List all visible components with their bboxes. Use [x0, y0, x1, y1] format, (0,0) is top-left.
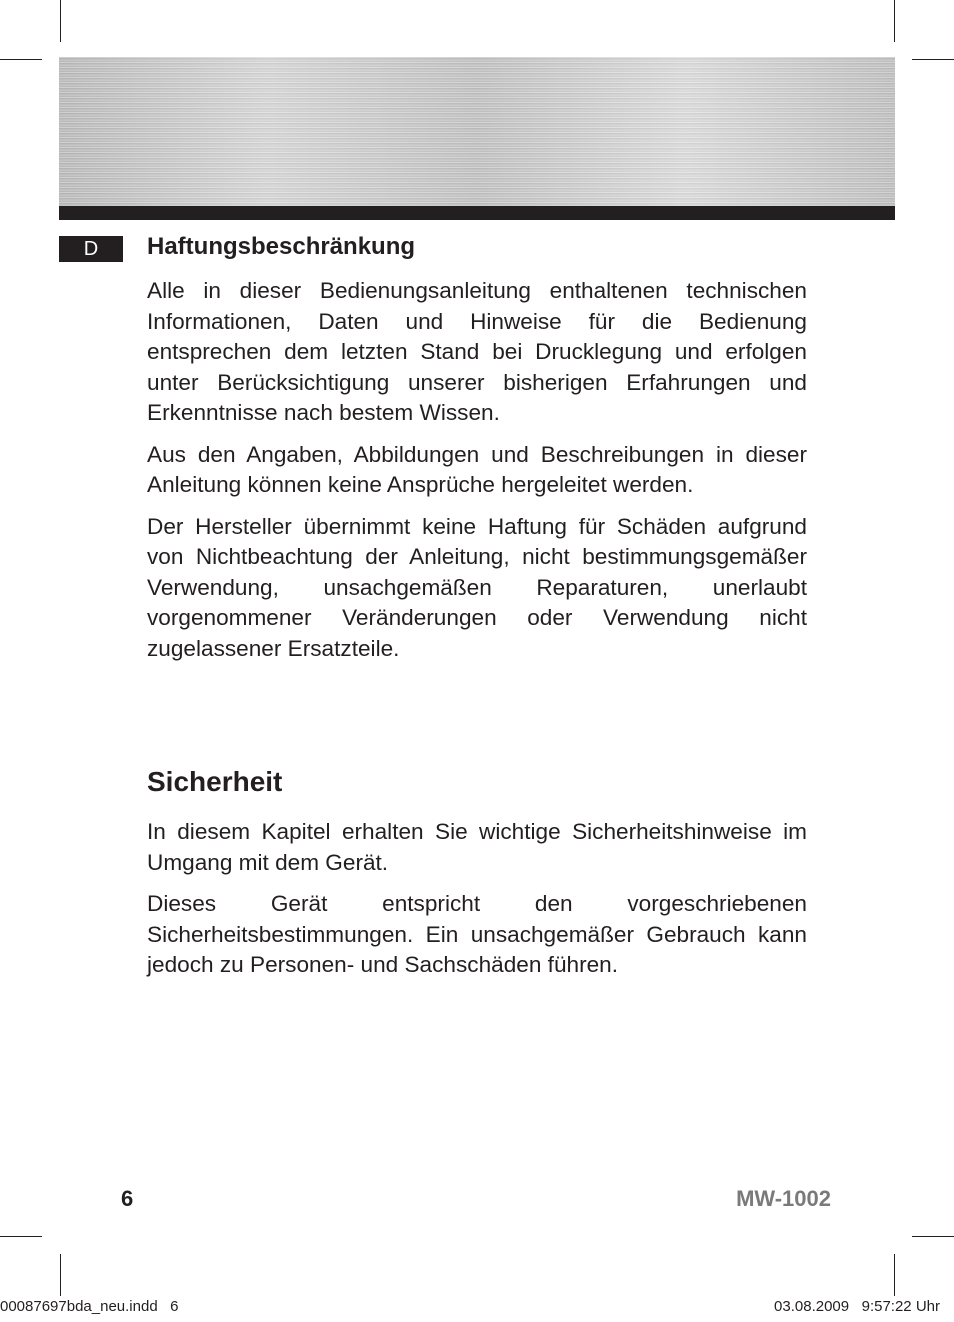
header-banner-bar — [59, 206, 895, 220]
section-haftung — [147, 232, 807, 664]
paragraph: Dieses Gerät entspricht den vorgeschriebenen Sicherheitsbestimmungen. Ein unsachgemäßer Gebrauch kann jedoch zu Personen- und Sachschäden führen. — [147, 891, 807, 977]
print-slug-file: 00087697bda_neu.indd 6 — [0, 1298, 179, 1315]
language-tag: D — [59, 236, 123, 262]
section-title-haftung: Haftungsbeschränkung — [147, 233, 416, 260]
crop-mark-bottom-right-vertical — [894, 1254, 895, 1296]
crop-mark-bottom-left-horizontal — [0, 1236, 42, 1237]
paragraph: Alle in dieser Bedienungsanleitung enthaltenen technischen Informationen, Daten und Hinweise für die Bedienung entsprechen dem letzten Stand bei Drucklegung und erfolgen unter Berücksichtigung unserer bisherigen Erfahrungen und Erkenntnisse nach bestem Wissen. — [147, 278, 807, 425]
crop-mark-bottom-left-vertical — [60, 1254, 61, 1296]
print-slug-timestamp: 03.08.2009 9:57:22 Uhr — [774, 1298, 940, 1315]
crop-mark-top-right-horizontal — [912, 59, 954, 60]
paragraph: In diesem Kapitel erhalten Sie wichtige Sicherheitshinweise im Umgang mit dem Gerät. — [147, 819, 807, 875]
paragraph: Aus den Angaben, Abbildungen und Beschreibungen in dieser Anleitung können keine Ansprüche hergeleitet werden. — [147, 441, 807, 497]
brushed-metal-header-banner — [59, 57, 895, 206]
paragraph: Der Hersteller übernimmt keine Haftung für Schäden aufgrund von Nichtbeachtung der Anleitung, nicht bestimmungsgemäßer Verwendung, unsachgemäßen Reparaturen, unerlaubt vorgenommener Veränderungen oder Verwendung nicht zugelassener Ersatzteile. — [147, 513, 807, 661]
crop-mark-top-left-vertical — [60, 0, 61, 42]
page-number: 6 — [121, 1186, 134, 1211]
model-name: MW-1002 — [736, 1186, 831, 1211]
crop-mark-top-left-horizontal — [0, 59, 42, 60]
crop-mark-top-right-vertical — [894, 0, 895, 42]
crop-mark-bottom-right-horizontal — [912, 1236, 954, 1237]
section-title-sicherheit: Sicherheit — [147, 766, 283, 797]
section-sicherheit — [147, 765, 807, 981]
